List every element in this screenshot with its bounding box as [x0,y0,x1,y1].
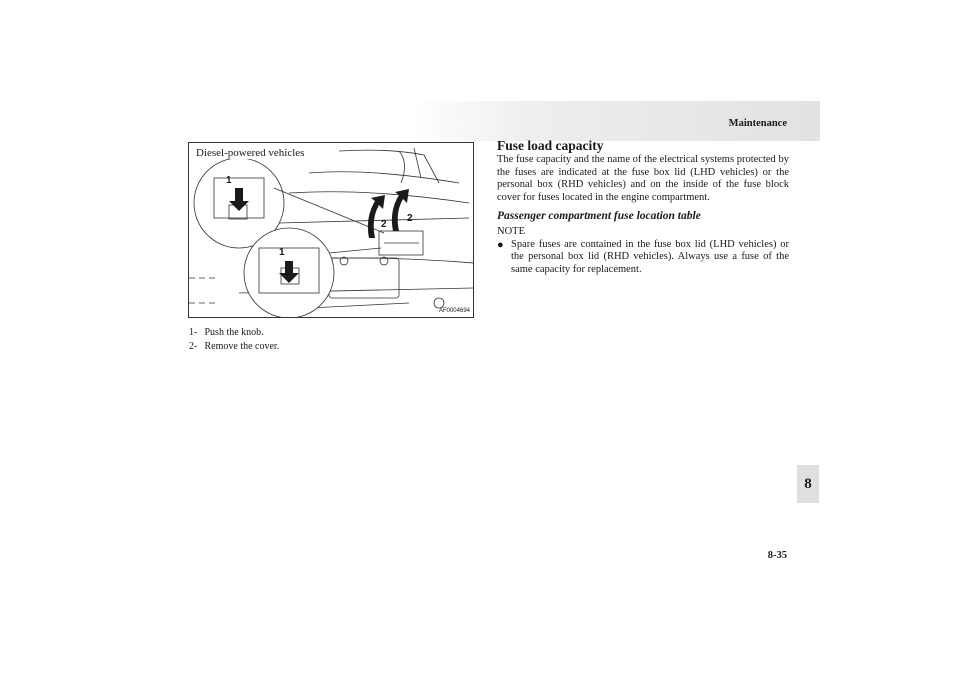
note-item [497,239,789,277]
figure-legend [189,326,279,354]
lift-arrow-icon [368,195,385,238]
callout-label: 1 [279,247,285,258]
note-text: Spare fuses are contained in the fuse box lid (LHD vehicles) or the personal box lid (RHD vehicles). Always use a fuse of the same capacity for replacement. [511,238,789,275]
engine-bay-drawing [189,143,474,318]
legend-item [189,340,279,354]
legend-number: 2- [189,341,198,352]
bullet-icon: ● [497,238,504,251]
section-heading: Fuse load capacity [497,138,604,153]
figure-image-code: AF0004694 [438,308,470,314]
legend-text: Push the knob. [204,327,264,338]
battery-shape [329,258,399,298]
main-content [497,138,789,276]
callout-label: 2 [381,219,387,230]
lift-arrow-icon [392,189,409,231]
note-label: NOTE [497,226,525,237]
legend-item [189,326,279,340]
legend-number: 1- [189,327,198,338]
engine-fuse-box-illustration [188,142,474,318]
callout-label: 2 [407,213,413,224]
legend-text: Remove the cover. [204,341,280,352]
callout-label: 1 [226,175,232,186]
subsection-heading: Passenger compartment fuse location table [497,210,701,222]
chapter-tab: 8 [797,465,819,503]
figure-caption: Diesel-powered vehicles [196,147,305,159]
body-paragraph: The fuse capacity and the name of the electrical systems protected by the fuses are indicated at the fuse box lid (LHD vehicles) or the personal box (RHD vehicles) and on the inside of the fuse block cover for fuses located in the engine compartment. [497,154,789,203]
section-title: Maintenance [728,118,787,129]
page-number: 8-35 [767,550,787,561]
